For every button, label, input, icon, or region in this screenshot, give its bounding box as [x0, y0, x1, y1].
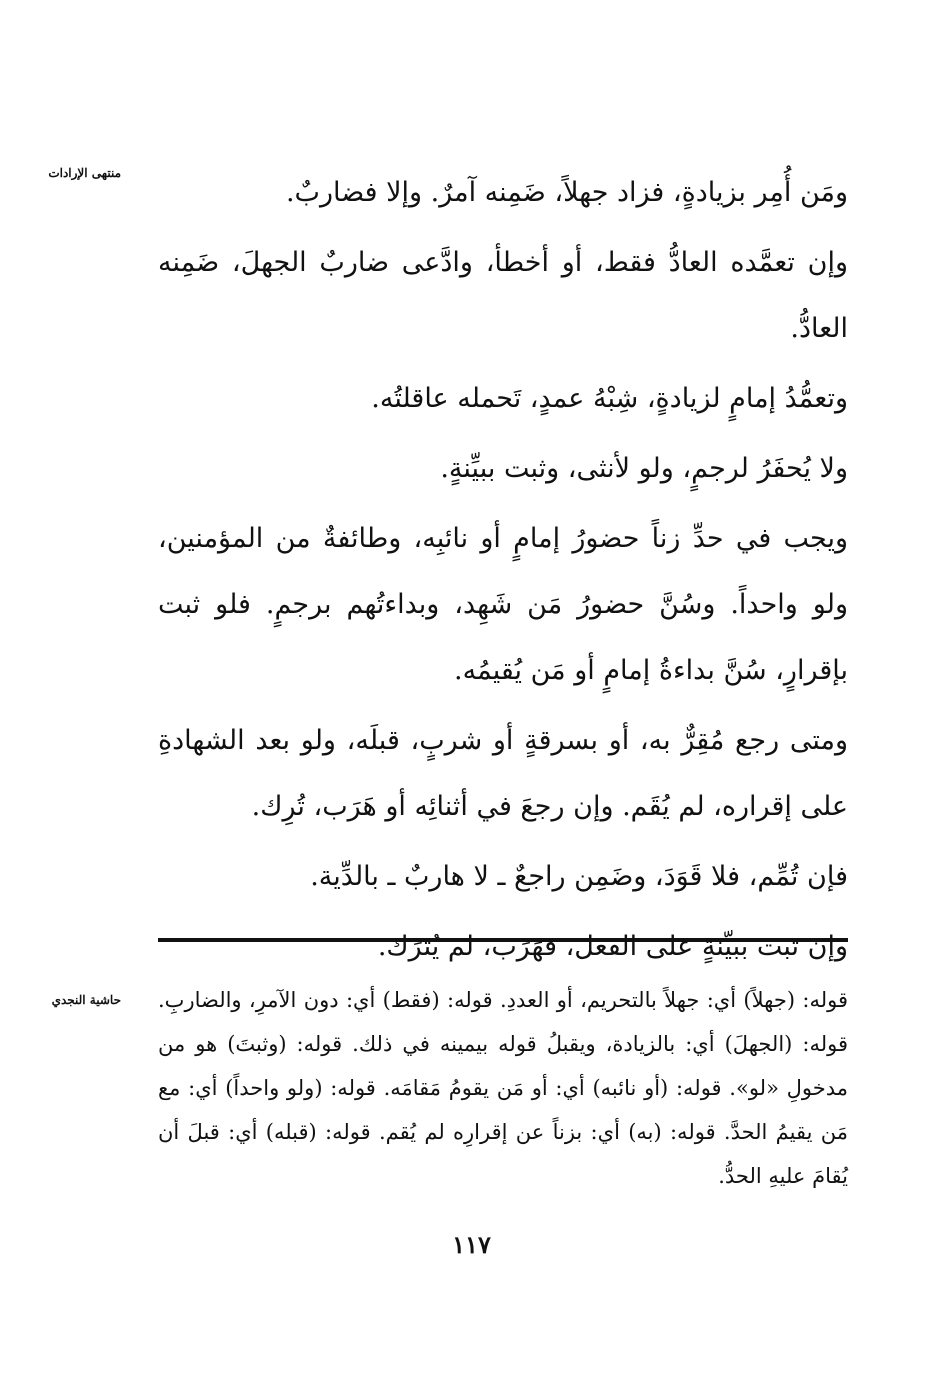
main-paragraph: ومتى رجع مُقِرٌّ به، أو بسرقةٍ أو شربٍ، قبلَه، ولو بعد الشهادةِ على إقراره، لم يُقَم. وإن رجعَ في أثنائِه أو هَرَب، تُرِك.	[158, 725, 848, 822]
main-paragraph: ولا يُحفَرُ لرجمٍ، ولو لأنثى، وثبت ببيِّنةٍ.	[440, 453, 848, 484]
main-paragraph: ويجب في حدِّ زناً حضورُ إمامٍ أو نائبِه، وطائفةٌ من المؤمنين، ولو واحداً. وسُنَّ حضورُ مَن شَهِد، وبداءتُهم برجمٍ. فلو ثبت بإقرارٍ، سُنَّ بداءةُ إمامٍ أو مَن يُقيمُه.	[158, 523, 848, 686]
footnotes	[158, 978, 848, 1198]
main-paragraph: وإن تعمَّده العادُّ فقط، أو أخطأ، وادَّعى ضاربٌ الجهلَ، ضَمِنه العادُّ.	[158, 247, 848, 344]
footnote-divider	[158, 938, 848, 942]
margin-label-bottom: حاشية النجدي	[51, 993, 121, 1007]
main-paragraph: فإن تُمِّم، فلا قَوَدَ، وضَمِن راجعٌ ـ لا هاربٌ ـ بالدِّية.	[310, 861, 848, 892]
main-paragraph: وتعمُّدُ إمامٍ لزيادةٍ، شِبْهُ عمدٍ، تَحمله عاقلتُه.	[371, 383, 848, 414]
footnote-paragraph: قوله: (جهلاً) أي: جهلاً بالتحريم، أو العددِ. قوله: (فقط) أي: دون الآمرِ، والضاربِ. قوله: (الجهلَ) أي: بالزيادة، ويقبلُ قوله بيمينه في ذلك. قوله: (وثبتَ) هو من مدخولِ «لو». قوله: (أو نائبه) أي: أو مَن يقومُ مَقامَه. قوله: (ولو واحداً) أي: مع مَن يقيمُ الحدَّ. قوله: (به) أي: بزناً عن إقرارِه لم يُقم. قوله: (قبله) أي: قبلَ أن يُقامَ عليهِ الحدُّ.	[158, 988, 848, 1188]
main-paragraph: ومَن أُمِر بزيادةٍ، فزاد جهلاً، ضَمِنه آمرٌ. وإلا فضاربٌ.	[285, 177, 848, 208]
main-text	[158, 160, 848, 984]
page-number: ١١٧	[452, 1230, 491, 1259]
margin-label-top: منتهى الإرادات	[48, 166, 121, 180]
main-paragraph: وإن ثبت ببيِّنةٍ على الفعل، فهَرَبَ، لم يُترَك.	[377, 931, 848, 962]
